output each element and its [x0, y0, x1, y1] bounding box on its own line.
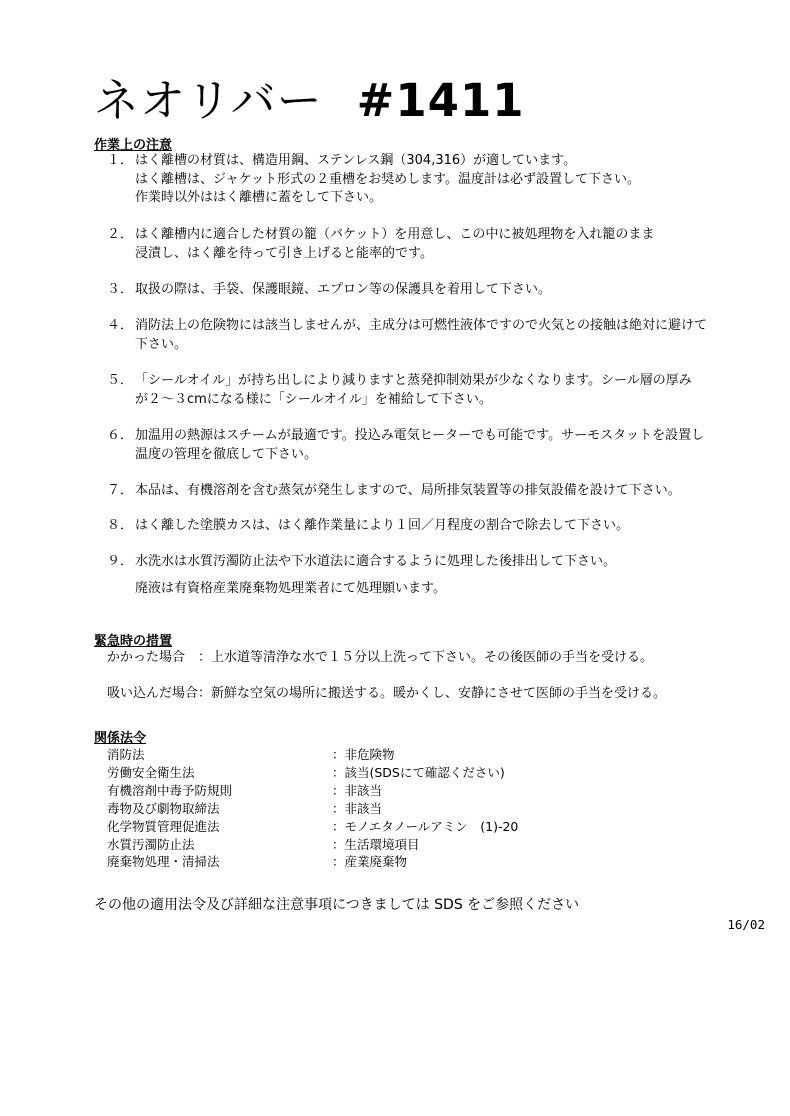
emergency-label: 吸い込んだ場合：	[107, 686, 212, 701]
revision-date: 16/02	[727, 917, 765, 932]
item-line: 消防法上の危険物には該当しませんが、主成分は可燃性液体ですので火気との接触は絶対に避けて	[135, 318, 708, 333]
item-line: 下さい。	[135, 336, 188, 352]
item-number: ６．	[107, 428, 134, 443]
item-line: 温度の管理を徹底して下さい。	[135, 446, 318, 462]
item-line: 水洗水は水質汚濁防止法や下水道法に適合するように処理した後排出して下さい。	[135, 554, 617, 569]
item-line: はく離槽内に適合した材質の籠（バケット）を用意し、この中に被処理物を入れ籠のまま	[135, 227, 655, 242]
footer-note: その他の適用法令及び詳細な注意事項につきましては SDS をご参照ください	[94, 897, 580, 913]
law-status: ：該当(SDSにて確認ください)	[332, 764, 505, 780]
law-name: 毒物及び劇物取締法	[107, 800, 220, 816]
item-number: ５．	[107, 373, 134, 388]
law-status: ：モノエタノールアミン (1)-20	[332, 818, 519, 834]
emergency-label: かかった場合 ：	[107, 650, 212, 665]
item-line: 浸漬し、はく離を待って引き上げると能率的です。	[135, 245, 433, 261]
work-item	[107, 517, 767, 536]
product-number: #1411	[356, 74, 525, 127]
item-number: ４．	[107, 318, 134, 333]
item-line: 加温用の熱源はスチームが最適です。投込み電気ヒーターでも可能です。サーモスタットを設置し	[135, 428, 705, 443]
law-status: ：産業廃棄物	[332, 854, 408, 870]
emergency-text: 新鮮な空気の場所に搬送する。暖かくし、安静にさせて医師の手当を受ける。	[211, 686, 667, 701]
item-number: １．	[107, 153, 134, 168]
work-precautions-heading: 作業上の注意	[94, 138, 173, 153]
law-status: ：生活環境項目	[332, 836, 420, 852]
work-item	[107, 317, 767, 354]
law-status: ：非該当	[332, 782, 383, 798]
work-item	[107, 427, 767, 464]
work-item	[107, 482, 767, 501]
law-name: 化学物質管理促進法	[107, 818, 220, 834]
law-status: ：非危険物	[332, 747, 395, 762]
product-name: ネオリバー	[94, 74, 323, 127]
law-name: 廃棄物処理・清掃法	[107, 854, 220, 870]
work-item	[107, 553, 767, 598]
item-number: ２．	[107, 227, 134, 242]
emergency-text: 上水道等清浄な水で１５分以上洗って下さい。その後医師の手当を受ける。	[211, 650, 654, 665]
item-line: はく離槽は、ジャケット形式の２重槽をお奨めします。温度計は必ず設置して下さい。	[135, 171, 641, 187]
work-item	[107, 226, 767, 263]
item-number: ８．	[107, 518, 134, 533]
related-laws-heading: 関係法令	[94, 731, 147, 746]
item-line: はく離槽の材質は、構造用鋼、ステンレス鋼（304,316）が適しています。	[135, 153, 577, 168]
law-name: 水質汚濁防止法	[107, 836, 195, 852]
item-number: ３．	[107, 282, 134, 297]
emergency-heading: 緊急時の措置	[94, 634, 173, 649]
emergency-entry	[107, 685, 666, 703]
law-name: 労働安全衛生法	[107, 764, 195, 780]
law-name: 消防法	[107, 747, 145, 762]
work-item	[107, 281, 767, 300]
item-line: 取扱の際は、手袋、保護眼鏡、エプロン等の保護具を着用して下さい。	[135, 282, 552, 297]
work-item	[107, 372, 767, 409]
work-item	[107, 152, 767, 208]
item-number: ９．	[107, 554, 134, 569]
law-status: ：非該当	[332, 800, 383, 816]
document-title	[94, 70, 525, 132]
item-line: 廃液は有資格産業廃棄物処理業者にて処理願います。	[135, 580, 446, 596]
item-number: ７．	[107, 483, 134, 498]
item-line: 作業時以外ははく離槽に蓋をして下さい。	[135, 190, 383, 205]
item-line: が２～３cmになる様に「シールオイル」を補給して下さい。	[135, 391, 492, 407]
law-name: 有機溶剤中毒予防規則	[107, 782, 233, 798]
item-line: はく離した塗膜カスは、はく離作業量により１回／月程度の割合で除去して下さい。	[135, 518, 630, 533]
emergency-entry	[107, 649, 653, 667]
item-line: 「シールオイル」が持ち出しにより減りますと蒸発抑制効果が少なくなります。シール層の厚み	[135, 373, 692, 388]
item-line: 本品は、有機溶剤を含む蒸気が発生しますので、局所排気装置等の排気設備を設けて下さい。	[135, 483, 681, 498]
